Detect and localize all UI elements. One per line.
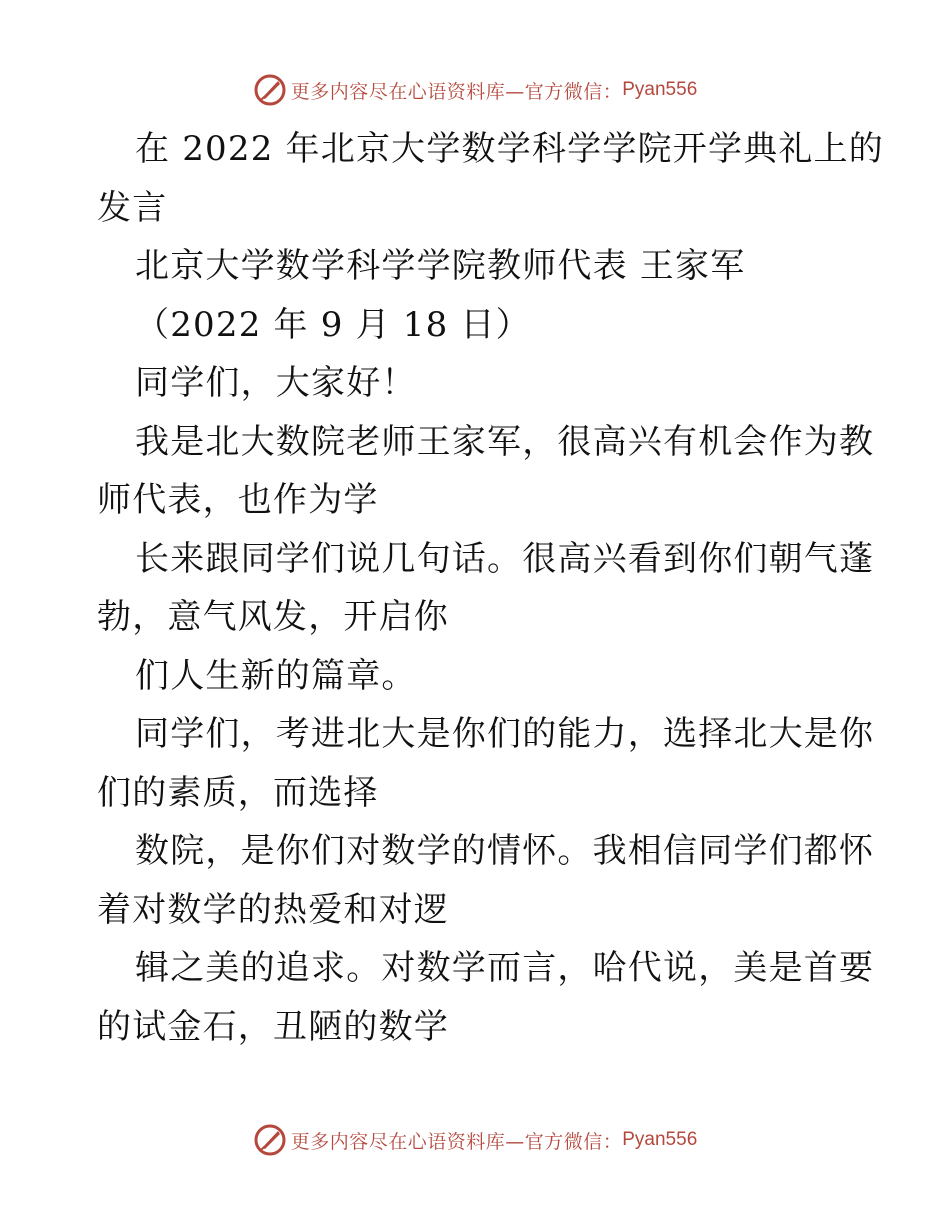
title-line-2: 发言	[97, 187, 168, 228]
watermark-text: 更多内容尽在心语资料库—官方微信：	[290, 1130, 623, 1153]
watermark-wechat-id: Pyan556	[622, 1129, 698, 1150]
paragraph-line: 同学们，考进北大是你们的能力，选择北大是你	[135, 714, 875, 754]
paragraph-line: 师代表，也作为学	[97, 480, 379, 520]
paragraph-line: 着对数学的热爱和对逻	[97, 889, 449, 930]
title-line-1: 在 2022 年北京大学数学科学学院开学典礼上的	[135, 129, 884, 169]
watermark-wechat-id: Pyan556	[622, 79, 698, 100]
quill-logo-icon	[253, 73, 287, 107]
footer-watermark	[0, 1120, 950, 1160]
paragraph-line: 们人生新的篇章。	[135, 655, 417, 696]
paragraph-line: 长来跟同学们说几句话。很高兴看到你们朝气蓬	[135, 538, 875, 579]
paragraph-line: 数院，是你们对数学的情怀。我相信同学们都怀	[135, 831, 875, 871]
paragraph-line: 勃，意气风发，开启你	[97, 597, 449, 637]
speech-body	[97, 120, 884, 1056]
quill-logo-icon	[253, 1123, 287, 1157]
date-line: （2022 年 9 月 18 日）	[135, 304, 531, 345]
paragraph-line: 辑之美的追求。对数学而言，哈代说，美是首要	[135, 948, 875, 988]
watermark-text: 更多内容尽在心语资料库—官方微信：	[290, 80, 623, 103]
greeting-line: 同学们，大家好！	[135, 363, 417, 403]
speaker-line: 北京大学数学科学学院教师代表 王家军	[135, 246, 746, 286]
paragraph-line: 们的素质，而选择	[97, 772, 379, 813]
header-watermark	[0, 70, 950, 110]
paragraph-line: 的试金石，丑陋的数学	[97, 1006, 449, 1047]
paragraph-line: 我是北大数院老师王家军，很高兴有机会作为教	[135, 421, 875, 462]
